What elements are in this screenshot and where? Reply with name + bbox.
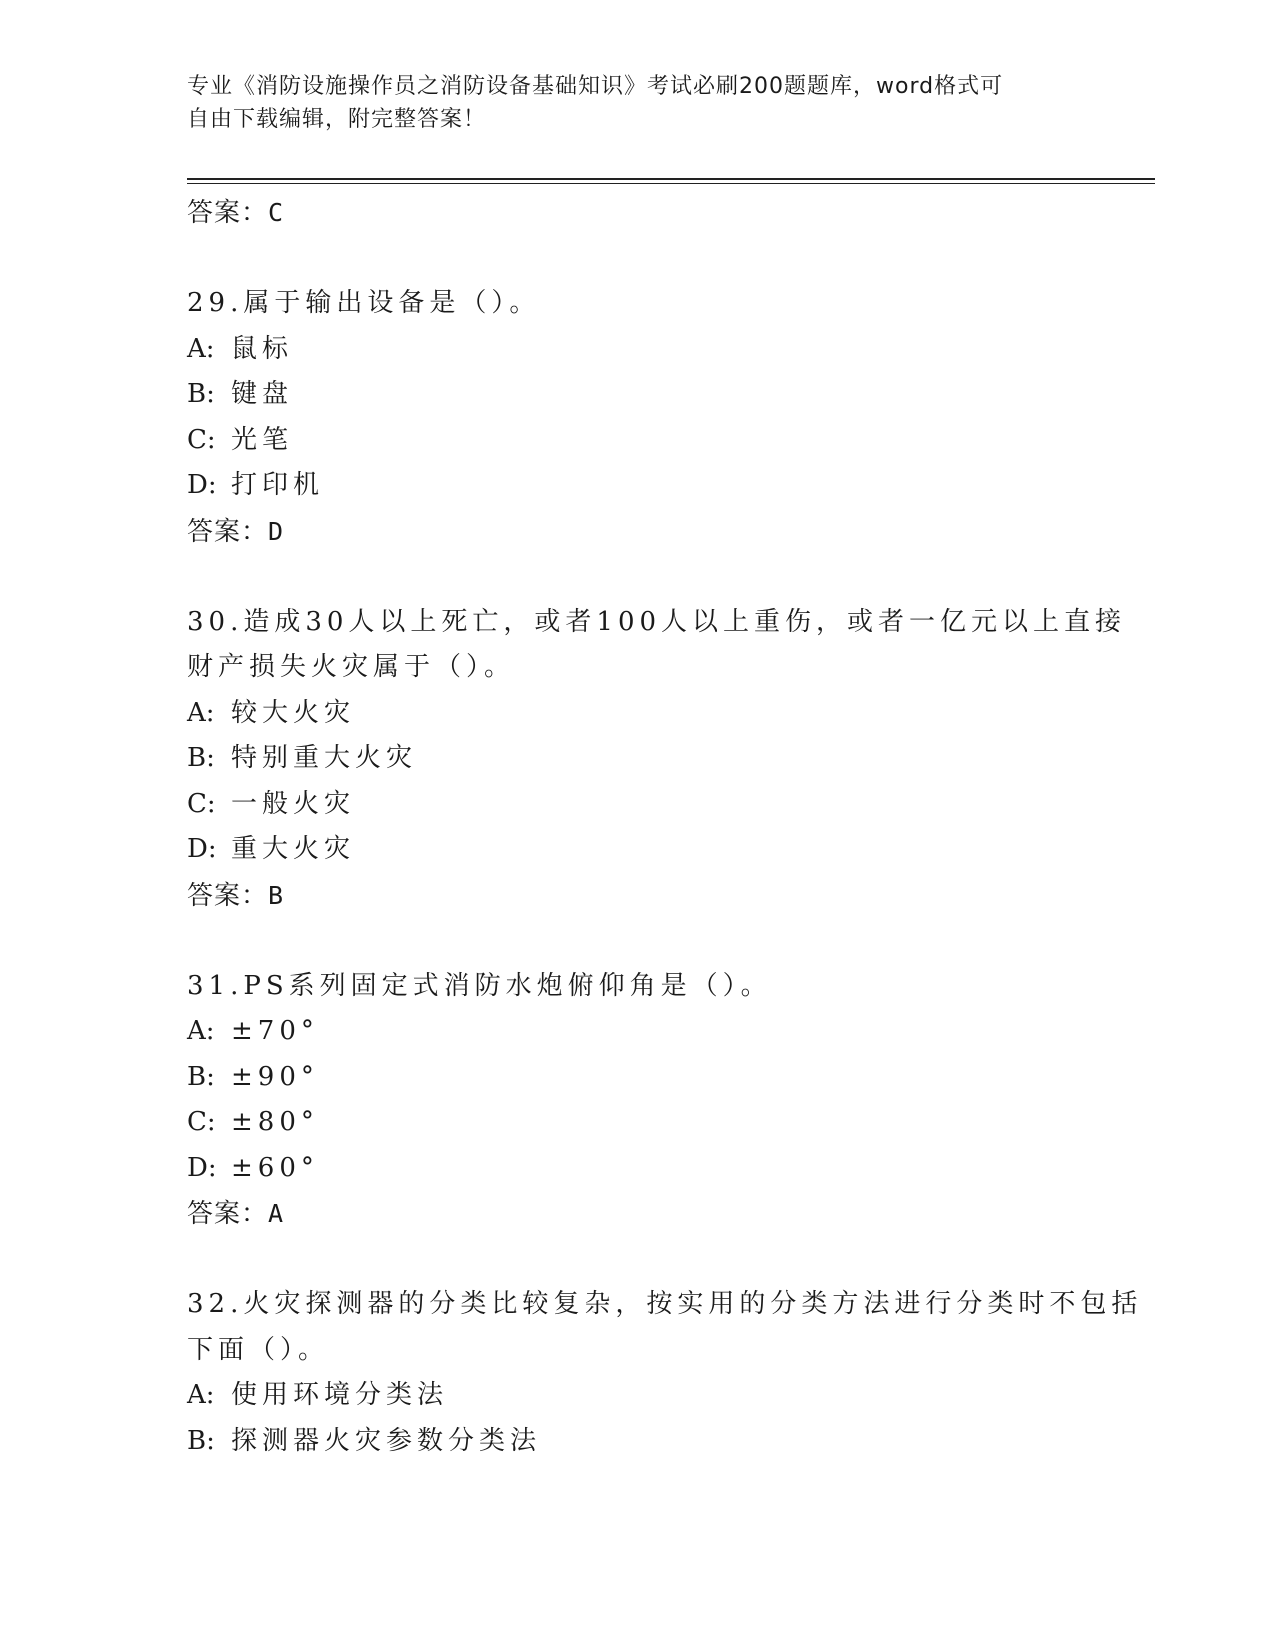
option-item xyxy=(187,418,1087,464)
question-block xyxy=(187,1282,1143,1464)
question-block xyxy=(187,964,1087,1237)
option-text: ±90° xyxy=(231,1061,319,1092)
option-item xyxy=(187,1419,1087,1465)
option-text: 较大火灾 xyxy=(231,697,356,728)
option-text: 打印机 xyxy=(231,470,325,500)
question-text: 30.造成30人以上死亡，或者100人以上重伤，或者一亿元以上直接 xyxy=(187,606,1127,637)
option-item xyxy=(187,827,1087,873)
option-item xyxy=(187,1373,1087,1419)
option-item xyxy=(187,1055,1087,1101)
option-key: B: xyxy=(187,743,215,773)
option-key: A: xyxy=(187,1016,215,1046)
option-key: B: xyxy=(187,379,215,409)
answer-label: 答案： xyxy=(187,198,269,228)
option-item xyxy=(187,691,1087,737)
option-item xyxy=(187,327,1087,373)
option-text: 光笔 xyxy=(231,424,294,455)
option-text: 探测器火灾参数分类法 xyxy=(231,1425,542,1456)
question-text-continued: 财产损失火灾属于（）。 xyxy=(187,652,516,682)
option-text: 特别重大火灾 xyxy=(231,743,418,773)
option-key: C: xyxy=(187,424,216,455)
option-item xyxy=(187,372,1087,418)
answer-line xyxy=(187,190,1087,235)
option-key: D: xyxy=(187,470,217,500)
answer-value: C xyxy=(268,198,284,227)
option-key: D: xyxy=(187,1152,217,1183)
option-text: 重大火灾 xyxy=(231,834,356,864)
header-line-1: 专业《消防设施操作员之消防设备基础知识》考试必刷200题题库，word格式可 xyxy=(187,74,1004,99)
option-text: ±60° xyxy=(231,1152,319,1183)
option-key: B: xyxy=(187,1061,215,1092)
header-divider-thin xyxy=(187,183,1155,184)
question-list xyxy=(187,190,1143,1464)
option-item xyxy=(187,463,1087,509)
option-key: C: xyxy=(187,788,216,819)
option-text: 键盘 xyxy=(231,379,294,409)
answer-value: D xyxy=(268,516,284,546)
option-key: A: xyxy=(187,1380,215,1410)
answer-line xyxy=(187,1191,1087,1236)
question-text: 29.属于输出设备是（）。 xyxy=(187,288,541,318)
answer-label: 答案： xyxy=(187,516,269,547)
question-text-continued: 下面（）。 xyxy=(187,1334,330,1365)
header-divider-thick xyxy=(187,178,1155,180)
document-header xyxy=(187,70,1067,136)
option-item xyxy=(187,1009,1087,1055)
question-block xyxy=(187,281,1087,554)
option-key: C: xyxy=(187,1107,216,1137)
option-key: B: xyxy=(187,1425,215,1456)
option-item xyxy=(187,782,1087,828)
answer-value: A xyxy=(268,1199,284,1228)
question-text: 32.火灾探测器的分类比较复杂，按实用的分类方法进行分类时不包括 xyxy=(187,1289,1143,1319)
option-text: 一般火灾 xyxy=(231,788,356,819)
answer-label: 答案： xyxy=(187,1199,269,1229)
option-text: 鼠标 xyxy=(231,333,294,364)
answer-label: 答案： xyxy=(187,880,269,911)
option-text: 使用环境分类法 xyxy=(231,1380,449,1410)
option-item xyxy=(187,1146,1087,1192)
question-block xyxy=(187,600,1127,918)
option-key: D: xyxy=(187,834,217,864)
question-text: 31.PS系列固定式消防水炮俯仰角是（）。 xyxy=(187,970,772,1001)
answer-value: B xyxy=(268,880,284,910)
option-key: A: xyxy=(187,333,215,364)
option-text: ±70° xyxy=(231,1016,319,1046)
option-item xyxy=(187,1100,1087,1146)
answer-line xyxy=(187,509,1087,554)
option-key: A: xyxy=(187,697,215,728)
option-text: ±80° xyxy=(231,1107,319,1137)
option-item xyxy=(187,736,1087,782)
header-line-2: 自由下载编辑，附完整答案！ xyxy=(187,107,487,132)
answer-line xyxy=(187,873,1087,918)
